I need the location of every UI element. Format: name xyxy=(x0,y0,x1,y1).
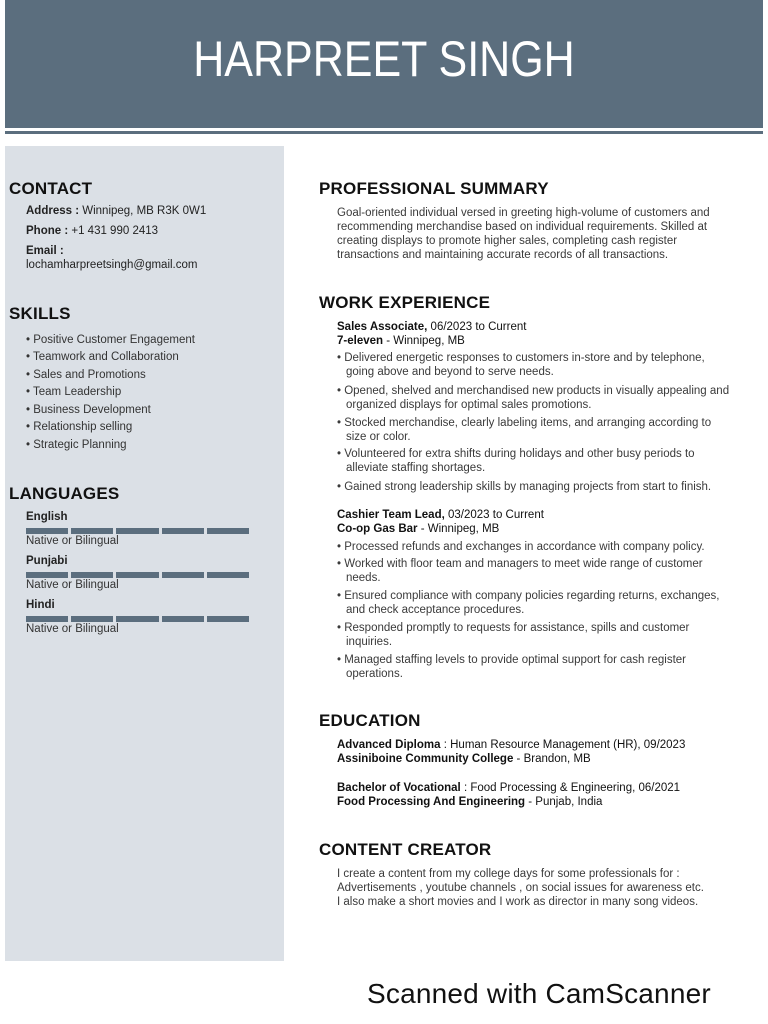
address-value: Winnipeg, MB R3K 0W1 xyxy=(79,205,207,217)
proficiency-segment xyxy=(71,572,113,578)
proficiency-segment xyxy=(71,616,113,622)
language-proficiency-bar xyxy=(26,528,249,534)
job-company-line xyxy=(337,522,499,537)
language-name: Punjabi xyxy=(26,555,68,567)
proficiency-segment xyxy=(162,572,204,578)
education-place: - Punjab, India xyxy=(525,796,603,808)
proficiency-segment xyxy=(26,616,68,622)
proficiency-segment xyxy=(207,528,249,534)
job-bullet: • Processed refunds and exchanges in accordance with company policy. xyxy=(337,541,705,553)
language-level: Native or Bilingual xyxy=(26,623,119,635)
email-value: lochamharpreetsingh@gmail.com xyxy=(26,259,198,271)
education-school-line xyxy=(337,752,591,767)
proficiency-segment xyxy=(207,616,249,622)
contact-phone xyxy=(26,225,158,237)
job-bullet-cont: needs. xyxy=(346,572,381,584)
skill-item: • Business Development xyxy=(26,404,151,416)
skill-item: • Sales and Promotions xyxy=(26,369,146,381)
language-name: English xyxy=(26,511,68,523)
skill-item: • Positive Customer Engagement xyxy=(26,334,195,346)
job-location: - Winnipeg, MB xyxy=(383,335,465,347)
job-bullet: • Responded promptly to requests for assistance, spills and customer xyxy=(337,622,690,634)
job-dates: 03/2023 to Current xyxy=(444,509,544,521)
job-role: Sales Associate, xyxy=(337,321,428,333)
contact-heading: CONTACT xyxy=(9,179,93,198)
education-detail: : Food Processing & Engineering, 06/2021 xyxy=(460,782,681,794)
creator-line: I create a content from my college days for some professionals for : xyxy=(337,868,680,880)
header-banner xyxy=(5,0,763,128)
header-divider xyxy=(5,131,763,134)
languages-heading: LANGUAGES xyxy=(9,484,120,503)
education-heading: EDUCATION xyxy=(319,711,421,730)
contact-address xyxy=(26,205,206,217)
job-bullet-cont: size or color. xyxy=(346,431,411,443)
job-bullet: • Worked with floor team and managers to meet wide range of customer xyxy=(337,558,703,570)
job-dates: 06/2023 to Current xyxy=(427,321,527,333)
education-school: Assiniboine Community College xyxy=(337,753,514,765)
address-label: Address : xyxy=(26,205,80,217)
job-bullet-cont: and check acceptance procedures. xyxy=(346,604,525,616)
language-name: Hindi xyxy=(26,599,55,611)
proficiency-segment xyxy=(162,616,204,622)
language-level: Native or Bilingual xyxy=(26,579,119,591)
education-school: Food Processing And Engineering xyxy=(337,796,526,808)
proficiency-segment xyxy=(26,528,68,534)
job-bullet: • Gained strong leadership skills by managing projects from start to finish. xyxy=(337,481,712,493)
experience-heading: WORK EXPERIENCE xyxy=(319,293,491,312)
education-place: - Brandon, MB xyxy=(513,753,591,765)
summary-line: recommending merchandise based on individual requirements. Skilled at xyxy=(337,221,708,233)
skill-item: • Team Leadership xyxy=(26,386,122,398)
proficiency-segment xyxy=(26,572,68,578)
summary-line: Goal-oriented individual versed in greeting high-volume of customers and xyxy=(337,207,710,219)
job-company-line xyxy=(337,334,465,349)
job-bullet: • Ensured compliance with company policies regarding returns, exchanges, xyxy=(337,590,720,602)
education-degree-line xyxy=(337,781,680,796)
proficiency-segment xyxy=(116,528,158,534)
skills-heading: SKILLS xyxy=(9,304,71,323)
education-school-line xyxy=(337,795,602,810)
education-degree: Bachelor of Vocational xyxy=(337,782,461,794)
scanner-watermark: Scanned with CamScanner xyxy=(367,978,711,1009)
summary-line: transactions and maintaining accurate records of all transactions. xyxy=(337,249,669,261)
job-bullet: • Stocked merchandise, clearly labeling items, and arranging according to xyxy=(337,417,712,429)
job-company: 7-eleven xyxy=(337,335,384,347)
skill-item: • Relationship selling xyxy=(26,421,133,433)
summary-line: creating displays to promote higher sales, completing cash register xyxy=(337,235,678,247)
resume-name: HARPREET SINGH xyxy=(193,31,575,87)
skill-item: • Teamwork and Collaboration xyxy=(26,351,179,363)
job-company: Co-op Gas Bar xyxy=(337,523,418,535)
job-bullet: • Delivered energetic responses to customers in-store and by telephone, xyxy=(337,352,705,364)
summary-heading: PROFESSIONAL SUMMARY xyxy=(319,179,549,198)
job-bullet-cont: alleviate staffing shortages. xyxy=(346,462,486,474)
job-bullet-cont: going above and beyond to serve needs. xyxy=(346,366,554,378)
job-role: Cashier Team Lead, xyxy=(337,509,445,521)
job-bullet-cont: organized displays for optimal sales promotions. xyxy=(346,399,592,411)
job-bullet: • Managed staffing levels to provide optimal support for cash register xyxy=(337,654,686,666)
job-bullet: • Opened, shelved and merchandised new products in visually appealing and xyxy=(337,385,730,397)
proficiency-segment xyxy=(207,572,249,578)
job-location: - Winnipeg, MB xyxy=(417,523,500,535)
proficiency-segment xyxy=(162,528,204,534)
proficiency-segment xyxy=(116,616,158,622)
job-bullet: • Volunteered for extra shifts during holidays and other busy periods to xyxy=(337,448,695,460)
job-bullet-cont: inquiries. xyxy=(346,636,393,648)
creator-line: Advertisements , youtube channels , on social issues for awareness etc. xyxy=(337,882,704,894)
creator-line: I also make a short movies and I work as director in many song videos. xyxy=(337,896,699,908)
email-label: Email : xyxy=(26,245,64,257)
skill-item: • Strategic Planning xyxy=(26,439,127,451)
phone-value: +1 431 990 2413 xyxy=(68,225,159,237)
proficiency-segment xyxy=(71,528,113,534)
education-degree: Advanced Diploma xyxy=(337,739,441,751)
language-proficiency-bar xyxy=(26,572,249,578)
job-title-line xyxy=(337,320,526,335)
job-title-line xyxy=(337,508,544,523)
proficiency-segment xyxy=(116,572,158,578)
education-degree-line xyxy=(337,738,685,753)
phone-label: Phone : xyxy=(26,225,69,237)
job-bullet-cont: operations. xyxy=(346,668,403,680)
content-creator-heading: CONTENT CREATOR xyxy=(319,840,492,859)
language-proficiency-bar xyxy=(26,616,249,622)
education-detail: : Human Resource Management (HR), 09/2023 xyxy=(440,739,686,751)
language-level: Native or Bilingual xyxy=(26,535,119,547)
